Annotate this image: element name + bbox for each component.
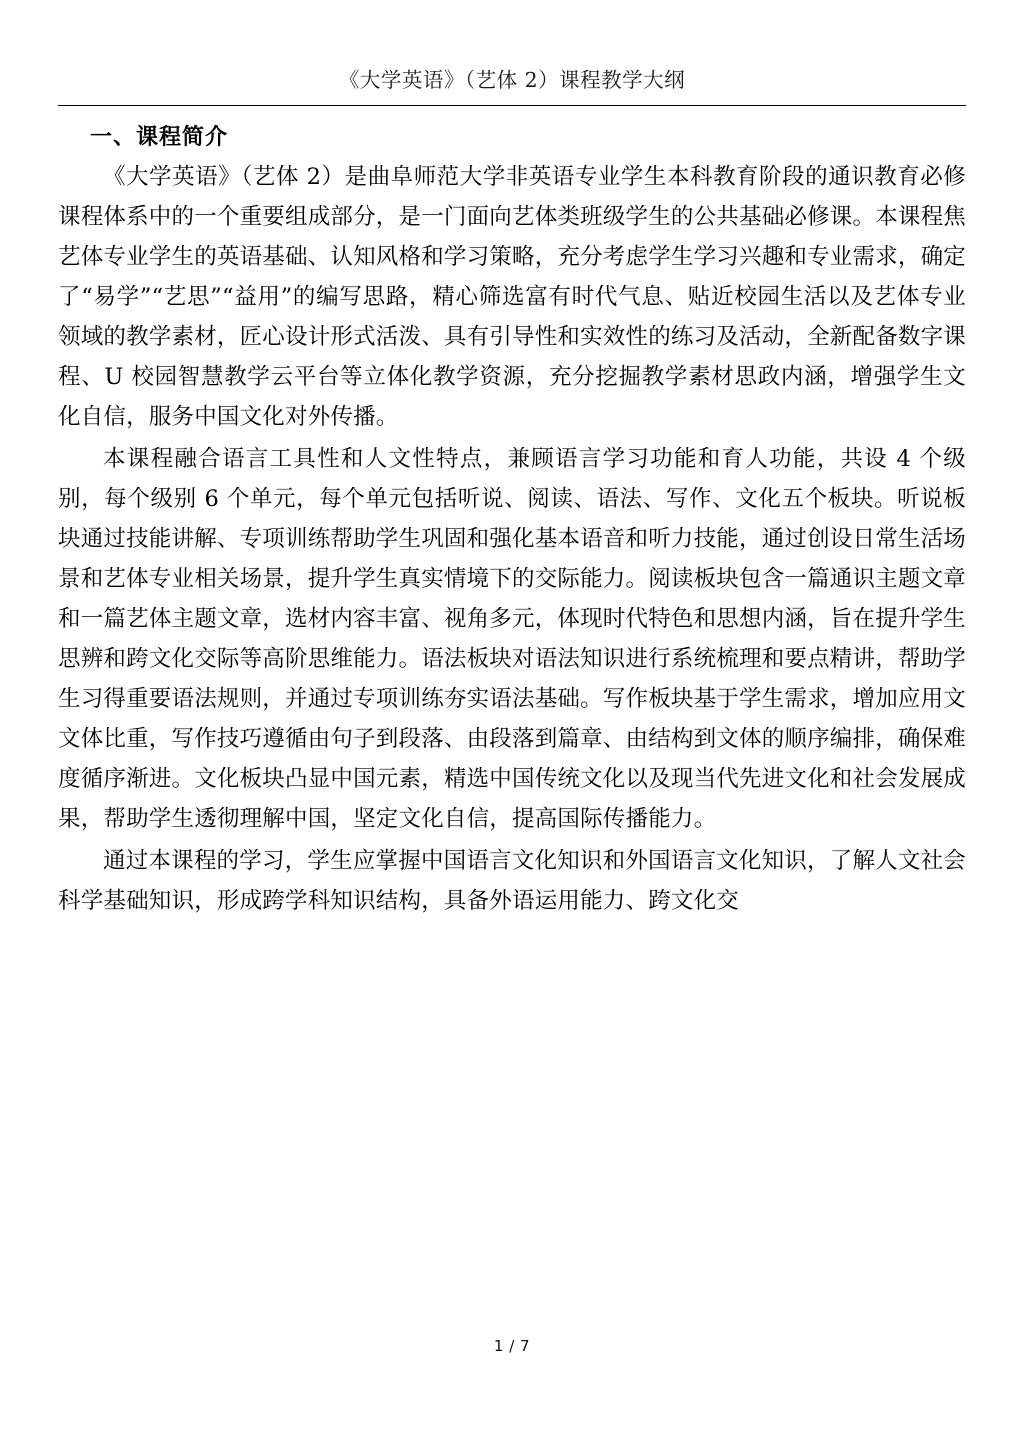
page-number: 1 / 7 xyxy=(493,1337,531,1355)
page-footer xyxy=(0,1336,1024,1355)
page-header xyxy=(58,0,966,106)
header-divider xyxy=(58,105,966,106)
paragraph: 通过本课程的学习，学生应掌握中国语言文化知识和外国语言文化知识，了解人文社会科学基础知识，形成跨学科知识结构，具备外语运用能力、跨文化交 xyxy=(58,848,966,915)
document-body xyxy=(58,120,966,922)
paragraph: 《大学英语》（艺体 2）是曲阜师范大学非英语专业学生本科教育阶段的通识教育必修课程体系中的一个重要组成部分，是一门面向艺体类班级学生的公共基础必修课。本课程焦艺体专业学生的英语基础、认知风格和学习策略，充分考虑学生学习兴趣和专业需求，确定了“易学”“艺思”“益用”的编写思路，精心筛选富有时代气息、贴近校园生活以及艺体专业领域的教学素材，匠心设计形式活泼、具有引导性和实效性的练习及活动，全新配备数字课程、U 校园智慧教学云平台等立体化教学资源，充分挖掘教学素材思政内涵，增强学生文化自信，服务中国文化对外传播。 xyxy=(58,163,967,430)
paragraph: 本课程融合语言工具性和人文性特点，兼顾语言学习功能和育人功能，共设 4 个级别，每个级别 6 个单元，每个单元包括听说、阅读、语法、写作、文化五个板块。听说板块通过技能讲解、专项训练帮助学生巩固和强化基本语音和听力技能，通过创设日常生活场景和艺体专业相关场景，提升学生真实情境下的交际能力。阅读板块包含一篇通识主题文章和一篇艺体主题文章，选材内容丰富、视角多元，体现时代特色和思想内涵，旨在提升学生思辨和跨文化交际等高阶思维能力。语法板块对语法知识进行系统梳理和要点精讲，帮助学生习得重要语法规则，并通过专项训练夯实语法基础。写作板块基于学生需求，增加应用文文体比重，写作技巧遵循由句子到段落、由段落到篇章、由结构到文体的顺序编排，确保难度循序渐进。文化板块凸显中国元素，精选中国传统文化以及现当代先进文化和社会发展成果，帮助学生透彻理解中国，坚定文化自信，提高国际传播能力。 xyxy=(58,445,967,833)
header-title: 《大学英语》（艺体 2）课程教学大纲 xyxy=(338,68,686,92)
section-heading: 一、课程简介 xyxy=(90,124,229,150)
